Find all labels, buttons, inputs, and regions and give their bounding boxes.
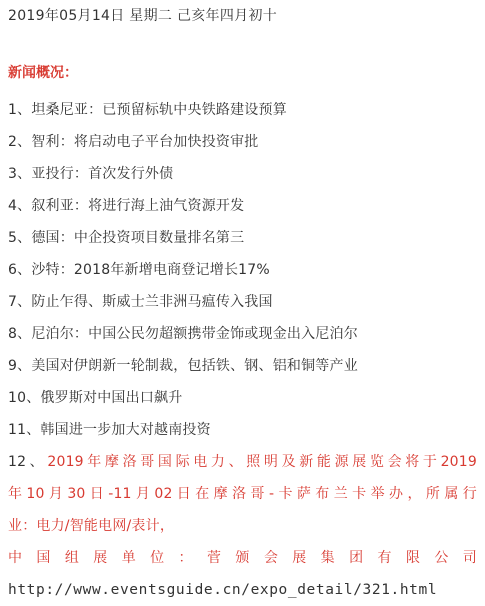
expo-line-2: 年10月30日-11月02日在摩洛哥-卡萨布兰卡举办，所属行 [8,486,477,502]
news-item-text: 防止乍得、斯威士兰非洲马瘟传入我国 [31,294,273,310]
news-item-number: 3、 [8,166,32,182]
news-item-number: 7、 [8,294,32,310]
news-item-text: 亚投行：首次发行外债 [31,166,174,182]
news-item-4 [8,190,478,222]
news-item-number: 6、 [8,262,32,278]
news-item-2 [8,126,478,158]
news-item-12-expo [8,446,478,606]
news-item-10 [8,382,478,414]
news-item-number: 12、 [8,454,48,470]
news-item-3 [8,158,478,190]
news-item-text: 美国对伊朗新一轮制裁，包括铁、钢、铝和铜等产业 [31,358,358,374]
news-item-5 [8,222,478,254]
news-item-text: 沙特：2018年新增电商登记增长17% [31,262,270,278]
news-item-number: 11、 [8,422,41,438]
news-item-9 [8,350,478,382]
news-item-number: 4、 [8,198,32,214]
news-item-7 [8,286,478,318]
news-item-text: 俄罗斯对中国出口飙升 [40,390,183,406]
news-item-6 [8,254,478,286]
news-item-number: 9、 [8,358,32,374]
news-item-text: 德国：中企投资项目数量排名第三 [31,230,245,246]
news-item-text: 尼泊尔：中国公民勿超额携带金饰或现金出入尼泊尔 [31,326,358,342]
news-item-11 [8,414,478,446]
news-item-number: 5、 [8,230,32,246]
news-item-number: 8、 [8,326,32,342]
news-item-text: 韩国进一步加大对越南投资 [40,422,211,438]
expo-url-link[interactable]: http://www.eventsguide.cn/expo_detail/321.html [8,582,438,598]
expo-text-1: 2019年摩洛哥国际电力、照明及新能源展览会将于2019 [47,454,478,470]
news-item-number: 10、 [8,390,41,406]
news-list [8,94,478,606]
news-item-text: 叙利亚：将进行海上油气资源开发 [31,198,245,214]
expo-line-1 [8,446,477,478]
news-item-text: 智利：将启动电子平台加快投资审批 [31,134,259,150]
expo-organizer: 中国组展单位：菅颁会展集团有限公司 [8,550,477,566]
news-item-8 [8,318,478,350]
news-item-1 [8,94,478,126]
date-line: 2019年05月14日 星期二 己亥年四月初十 [8,8,278,24]
section-title: 新闻概况： [8,65,78,81]
news-item-number: 1、 [8,102,32,118]
news-item-number: 2、 [8,134,32,150]
expo-line-3: 业：电力/智能电网/表计， [8,518,175,534]
news-item-text: 坦桑尼亚：已预留标轨中央铁路建设预算 [31,102,287,118]
